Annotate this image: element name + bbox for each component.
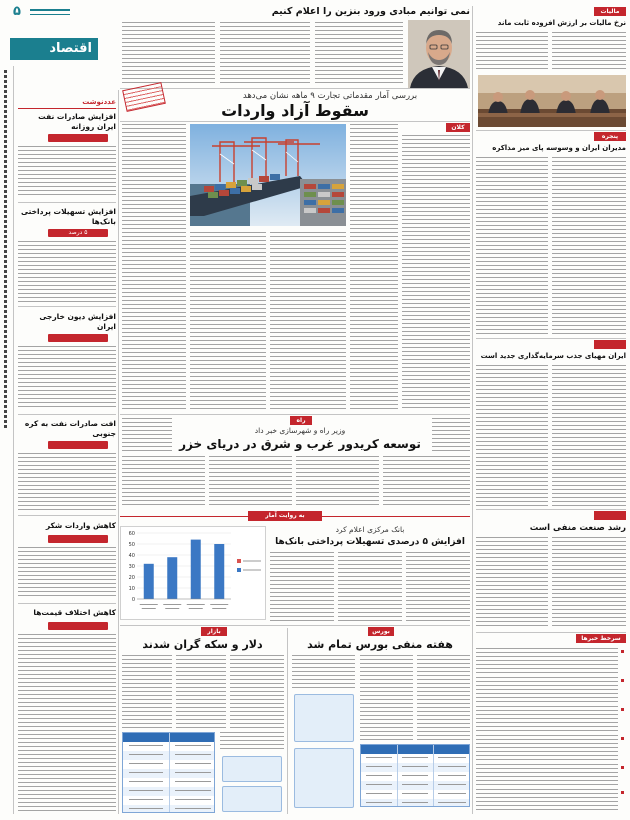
section-title: اقتصاد [49,41,92,56]
body-text [220,732,284,752]
headlines-tag: سرخط خبرها [576,634,626,643]
chart-bar [191,540,201,599]
table-cells [402,754,428,806]
stat-title: افزایش صادرات نفت ایران روزانه [38,112,116,131]
news-item [476,789,618,813]
tax-headline: نرخ مالیات بر ارزش افزوده ثابت ماند [497,19,626,27]
chart-bar [214,544,224,599]
body-text [18,547,116,599]
body-text [18,634,116,812]
y-tick-label: 60 [128,530,135,537]
currency-table [122,732,215,813]
stat-value [48,334,108,342]
section-rule [120,121,470,122]
market-tag: بازار [201,627,227,636]
news-item [476,648,618,674]
chart-bar [144,564,154,599]
industry-tag [594,511,626,520]
stat-value [48,134,108,142]
column-divider [118,90,119,814]
legend-label [243,561,261,562]
numbers-column-label: عددنوشت [82,98,116,106]
column-divider [472,6,473,814]
category-label [165,608,179,609]
page-number: ۵ [13,4,21,19]
body-text [350,124,398,411]
body-text [122,456,205,508]
news-item [476,735,618,761]
body-text [18,241,116,303]
section-rule [476,130,626,131]
table-header [361,745,469,754]
y-tick-label: 40 [128,552,135,559]
body-text [552,157,626,335]
bullet-icon [621,650,624,653]
index-box [294,694,354,742]
corridor-headline: توسعه کریدور غرب و شرق در دریای خزر [179,437,421,451]
label-rule [18,108,116,109]
category-label [189,608,203,609]
y-tick-label: 50 [128,541,135,548]
stats-label: به روایت آمار [248,511,322,521]
corridor-kicker: وزیر راه و شهرسازی خبر داد [254,426,346,435]
news-item [476,706,618,732]
category-label [212,608,226,609]
imports-kicker: بررسی آمار مقدماتی تجارت ۹ ماهه نشان می‌دهد [242,91,418,101]
chart-bar [167,557,177,599]
news-item [476,677,618,703]
body-text [315,22,403,86]
body-text [190,232,266,411]
y-tick-label: 0 [131,596,135,603]
investment-headline: ایران مهیای جذب سرمایه‌گذاری جدید است [480,352,626,360]
body-text [476,365,548,506]
bourse-table [360,744,470,807]
category-label [142,608,156,609]
stat-value [48,622,108,630]
bullet-icon [621,708,624,711]
category-label [163,604,181,605]
body-text [230,655,284,728]
item-divider [18,202,116,203]
body-text [18,453,116,511]
body-text [122,418,172,452]
stat-title: افزایش تسهیلات پرداختی بانک‌ها [20,207,116,226]
body-text [552,537,626,629]
stamp-graphic [122,82,166,112]
bourse-tag: بورس [368,627,394,636]
industry-headline: رشد صنعت منفی است [529,523,626,533]
section-rule [120,414,470,415]
section-rule [476,338,626,339]
loans-chart [120,526,266,620]
chart-svg [121,527,265,619]
stat-value [48,441,108,449]
table-cells [438,754,466,806]
body-text [360,655,413,740]
body-text [176,655,226,728]
section-rule [476,509,626,510]
date-strip [4,70,7,430]
index-box [294,748,354,808]
table-cells [366,754,392,806]
body-text [122,124,186,411]
imports-headline: سقوط آزاد واردات [221,101,369,120]
body-text [383,456,470,508]
column-divider [287,628,288,814]
loans-headline: افزایش ۵ درصدی تسهیلات پرداختی بانک‌ها [275,537,465,547]
tax-tag: مالیات [594,7,626,16]
imports-tag: کلان [446,123,470,132]
bullet-icon [621,737,624,740]
stat-title: کاهش اختلاف قیمت‌ها [33,608,116,617]
body-text [552,365,626,506]
price-box [222,786,282,812]
bullet-icon [621,679,624,682]
table-cells [175,742,211,812]
news-item [476,764,618,786]
bourse-headline: هفته منفی بورس تمام شد [307,638,453,651]
body-text [476,32,548,72]
body-text [476,537,548,629]
item-divider [18,306,116,307]
stat-value: ۵ درصد [48,229,108,237]
body-text [18,146,116,198]
bullet-icon [621,791,624,794]
body-text [122,22,215,86]
stat-title: افت صادرات نفت به کره جنوبی [24,419,116,438]
price-box [222,756,282,782]
body-text [476,157,548,335]
investment-tag [594,340,626,349]
category-label [140,604,158,605]
portrait-photo [408,20,470,88]
item-divider [18,414,116,415]
legend-swatch [237,559,241,563]
market-headline: دلار و سکه گران شدند [142,638,263,651]
legend-label [243,570,261,571]
y-tick-label: 10 [128,585,135,592]
body-text [296,456,379,508]
body-text [432,418,470,452]
body-text [406,552,470,622]
meeting-photo [478,75,626,127]
window-tag: پنجره [594,132,626,141]
stat-title: افزایش دیون خارجی ایران [39,312,116,331]
table-cells [129,742,163,812]
body-text [18,346,116,410]
masthead-ornament [30,9,70,15]
body-text [292,655,355,689]
body-text [338,552,402,622]
body-text [552,32,626,72]
item-divider [18,515,116,516]
table-column-line [169,733,170,812]
body-text [402,135,470,411]
body-text [270,552,334,622]
loans-kicker: بانک مرکزی اعلام کرد [335,525,405,534]
body-text [417,655,470,740]
table-column-line [433,745,434,806]
gasoline-headline: نمی توانیم مبادی ورود بنزین را اعلام کنیم [271,6,470,17]
category-label [187,604,205,605]
y-tick-label: 20 [128,574,135,581]
stat-title: کاهش واردات شکر [45,521,116,530]
y-tick-label: 30 [128,563,135,570]
legend-swatch [237,568,241,572]
port-photo [190,124,346,226]
item-divider [18,603,116,604]
category-label [210,604,228,605]
section-rule [476,632,626,633]
body-text [209,456,292,508]
section-rule [120,625,470,626]
corridor-tag: راه [290,416,312,425]
body-text [122,655,172,728]
section-rule [120,88,470,89]
window-headline: مدیران ایران و وسوسه پای میز مذاکره [492,144,626,152]
stat-value [48,535,108,543]
column-divider [13,66,14,814]
body-text [220,22,310,86]
table-column-line [397,745,398,806]
body-text [270,232,346,411]
bullet-icon [621,766,624,769]
